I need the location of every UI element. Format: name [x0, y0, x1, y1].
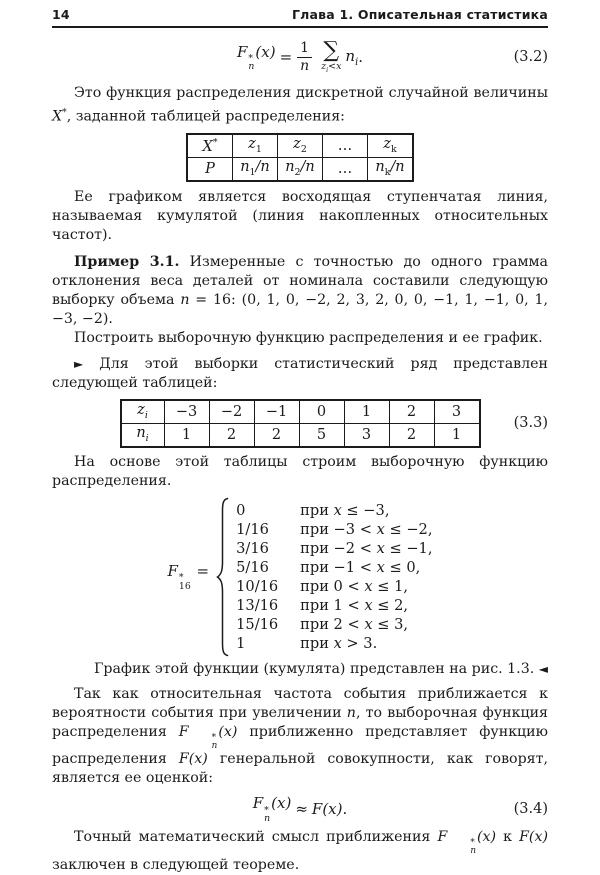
period: . — [342, 799, 348, 818]
cell-sub: 1 — [249, 167, 256, 179]
math-sub-n: n — [211, 740, 218, 751]
table-cell: 2 — [209, 423, 254, 447]
cond-post: ≤ −1, — [384, 539, 433, 557]
case-value: 1/16 — [236, 520, 269, 538]
case-condition — [300, 539, 432, 558]
cell-text: z — [137, 402, 145, 419]
cond-post: ≤ 1, — [372, 577, 409, 595]
fnx-symbol — [178, 723, 238, 751]
term-n: n — [345, 46, 356, 65]
equation-number-3-2: (3.2) — [513, 49, 548, 65]
solution-end-marker: ◄ — [538, 661, 548, 676]
fraction-denominator: n — [300, 57, 310, 74]
math-F: F — [178, 723, 189, 740]
math-sub-n: n — [470, 846, 476, 857]
sample-table-block — [52, 399, 548, 448]
table-cell — [368, 157, 414, 181]
cell-sub: 2 — [294, 167, 301, 179]
table-cell — [368, 134, 414, 158]
fraction-numerator: 1 — [297, 41, 312, 58]
cell-text: z — [293, 136, 301, 153]
fnx-symbol — [237, 43, 276, 72]
math-sub-n: n — [264, 812, 271, 824]
cell-sup: * — [212, 136, 218, 148]
math-x: x — [364, 615, 373, 633]
table-cell — [187, 134, 233, 158]
paragraph-graph-note — [52, 660, 548, 679]
text-run: , то выборочная функция распределения — [52, 704, 548, 740]
equation-number-3-4: (3.4) — [513, 800, 548, 817]
summation-limits — [321, 62, 341, 74]
table-row — [187, 157, 413, 181]
math-x: x — [376, 558, 385, 576]
cell-text: n — [375, 159, 385, 176]
text-run: Точный математический смысл приближения — [74, 829, 438, 846]
cond-post: ≤ 3, — [372, 615, 409, 633]
table-cell: 1 — [344, 400, 389, 424]
cond-post: ≤ −3, — [341, 501, 390, 519]
cond-pre: при −3 < — [300, 520, 377, 538]
cond-pre: при — [300, 501, 334, 519]
math-n: n — [180, 291, 190, 308]
piecewise-lhs — [168, 562, 210, 591]
table-cell: 3 — [434, 400, 480, 424]
text-run: Измеренные с точностью до одного грамма отклонения веса деталей от номинала составили следующую выборку объема — [52, 253, 548, 308]
piecewise-cases — [236, 501, 432, 653]
case-condition — [300, 520, 432, 539]
lim-x: x — [336, 60, 342, 72]
table-cell: 1 — [434, 423, 480, 447]
paragraph-task: Построить выборочную функцию распределения и ее график. — [74, 329, 543, 346]
table-cell: −2 — [209, 400, 254, 424]
math-Fx: F(x) — [519, 829, 548, 846]
lim-lt: < — [328, 60, 337, 72]
math-F: F — [237, 42, 248, 61]
cell-text: … — [337, 160, 353, 177]
cell-text: n — [136, 425, 146, 442]
table-cell — [278, 134, 323, 158]
table-cell: −1 — [254, 400, 299, 424]
paragraph-intro — [52, 84, 548, 127]
math-x: x — [333, 501, 342, 519]
table-row — [121, 423, 480, 447]
paragraph-solution-intro — [52, 355, 548, 393]
cond-pre: при — [300, 634, 334, 652]
math-star: * — [248, 52, 254, 64]
table-cell — [233, 134, 278, 158]
table-cell: 2 — [389, 400, 434, 424]
chapter-title: Глава 1. Описательная статистика — [292, 7, 548, 22]
text-run: График этой функции (кумулята) представлен на рис. 1.3. — [94, 660, 539, 677]
equation-3-2 — [52, 36, 548, 78]
case-value: 3/16 — [236, 539, 269, 557]
math-F: F — [167, 562, 178, 581]
cond-pre: при 1 < — [300, 596, 365, 614]
table-cell: 0 — [299, 400, 344, 424]
cond-pre: при −2 < — [300, 539, 377, 557]
table-cell: 3 — [344, 423, 389, 447]
fnx-symbol — [253, 794, 292, 823]
math-x: x — [376, 520, 385, 538]
page-number: 14 — [52, 7, 70, 22]
cond-post: ≤ −2, — [384, 520, 433, 538]
approx-sign: ≈ — [295, 799, 308, 818]
case-value: 13/16 — [236, 596, 279, 614]
cell-text: … — [337, 137, 353, 154]
example-title: Пример 3.1. — [74, 253, 180, 270]
sample-table — [120, 399, 481, 448]
cell-text: n — [285, 159, 295, 176]
text-run: приближенно представляет функцию распределения — [52, 723, 548, 768]
math-arg-x: (x) — [476, 829, 497, 846]
math-sub-16: 16 — [178, 580, 191, 592]
text-run: заключен в следующей теореме. — [52, 856, 300, 873]
math-arg-x: (x) — [218, 723, 238, 740]
case-value: 1 — [236, 634, 246, 652]
equation-number-3-3: (3.3) — [513, 415, 548, 432]
piecewise-function — [52, 497, 548, 657]
cond-pre: при 0 < — [300, 577, 365, 595]
cell-text: z — [248, 136, 256, 153]
math-star: * — [178, 572, 184, 584]
term-sub-i: i — [355, 56, 359, 68]
table-cell — [323, 134, 368, 158]
math-star: * — [211, 732, 217, 743]
math-star: * — [62, 107, 67, 118]
table-cell — [323, 157, 368, 181]
equals-sign: = — [196, 562, 210, 581]
cell-sub: 2 — [300, 144, 307, 156]
text-run: к — [496, 829, 520, 846]
cond-post: ≤ 0, — [384, 558, 421, 576]
table-cell: 1 — [164, 423, 209, 447]
cond-post: > 3. — [341, 634, 378, 652]
math-star: * — [264, 804, 269, 816]
cell-text: z — [383, 136, 391, 153]
math-n: n — [346, 704, 356, 721]
math-x: x — [364, 596, 373, 614]
sample-values: = 16: (0, 1, 0, −2, 2, 3, 2, 0, 0, −1, 1, −1, 0, 1, −3, −2). — [52, 291, 548, 327]
cond-post: ≤ 2, — [372, 596, 409, 614]
row-head — [121, 400, 165, 424]
text-run: генеральной совокупности, как говорят, является ее оценкой: — [52, 751, 548, 787]
case-value: 15/16 — [236, 615, 279, 633]
lim-i: i — [326, 66, 329, 74]
math-F: F — [437, 829, 448, 846]
cell-tail: /n — [300, 159, 315, 176]
math-x: x — [376, 539, 385, 557]
summand — [345, 47, 358, 68]
cell-sub: 1 — [255, 144, 262, 156]
case-condition — [300, 577, 432, 596]
case-condition — [300, 634, 432, 653]
cell-text: X — [202, 138, 213, 155]
cell-text: n — [240, 159, 250, 176]
paragraph-after-table: На основе этой таблицы строим выборочную функцию распределения. — [52, 453, 548, 489]
math-star: * — [470, 838, 475, 849]
table-row — [187, 134, 413, 158]
period: . — [358, 48, 363, 66]
math-X: X — [52, 108, 63, 125]
table-cell — [278, 157, 323, 181]
sigma-symbol: ∑ — [323, 37, 340, 63]
cond-pre: при 2 < — [300, 615, 365, 633]
equals-sign: = — [279, 48, 293, 66]
cell-sub: i — [144, 410, 148, 422]
header-rule — [52, 26, 548, 28]
fraction-1-over-n — [297, 41, 312, 73]
table-row — [121, 400, 480, 424]
cell-tail: /n — [390, 159, 405, 176]
lim-z: z — [321, 60, 327, 72]
table-cell: −3 — [164, 400, 209, 424]
table-cell: 2 — [254, 423, 299, 447]
text-run: Это функция распределения дискретной случайной величины — [74, 85, 548, 101]
paragraph-example — [52, 253, 548, 329]
case-condition — [300, 596, 432, 615]
row-head — [121, 423, 165, 447]
math-x: x — [333, 634, 342, 652]
math-Fx: F(x) — [311, 799, 343, 818]
cell-sub: i — [145, 433, 149, 445]
math-arg-x: (x) — [255, 42, 276, 61]
text-run: Для этой выборки статистический ряд представлен следующей таблицей: — [52, 355, 548, 391]
table-cell: 5 — [299, 423, 344, 447]
case-value: 10/16 — [236, 577, 279, 595]
solution-start-marker: ► — [74, 356, 84, 371]
cell-tail: /n — [255, 159, 270, 176]
fnx-symbol — [437, 829, 497, 857]
math-F: F — [252, 794, 264, 813]
case-value: 5/16 — [236, 558, 269, 576]
paragraph-approx — [52, 685, 548, 789]
case-condition — [300, 558, 432, 577]
cell-sub: k — [384, 167, 391, 179]
math-x: x — [364, 577, 373, 595]
math-sub-n: n — [248, 61, 255, 73]
text-run: Так как относительная частота события приближается к вероятности события при увеличении — [52, 685, 548, 721]
cond-pre: при −1 < — [300, 558, 377, 576]
cell-text: P — [205, 160, 215, 177]
math-Fx: F(x) — [178, 751, 208, 768]
case-value: 0 — [236, 501, 246, 519]
math-arg-x: (x) — [271, 794, 292, 813]
page-header — [52, 0, 548, 22]
table-cell: 2 — [389, 423, 434, 447]
distribution-table — [186, 133, 414, 182]
text-run: , заданной таблицей распределения: — [66, 108, 345, 125]
paragraph-cumulate: Ее графиком является восходящая ступенчатая линия, называемая кумулятой (линия накопленных относительных частот). — [52, 188, 548, 243]
case-condition — [300, 501, 432, 520]
curly-brace-icon — [216, 497, 229, 657]
table-cell — [187, 157, 233, 181]
cell-sub: k — [390, 144, 397, 156]
table-cell — [233, 157, 278, 181]
case-condition — [300, 615, 432, 634]
paragraph-final — [52, 828, 548, 875]
equation-3-4 — [52, 794, 548, 823]
summation — [321, 37, 342, 74]
